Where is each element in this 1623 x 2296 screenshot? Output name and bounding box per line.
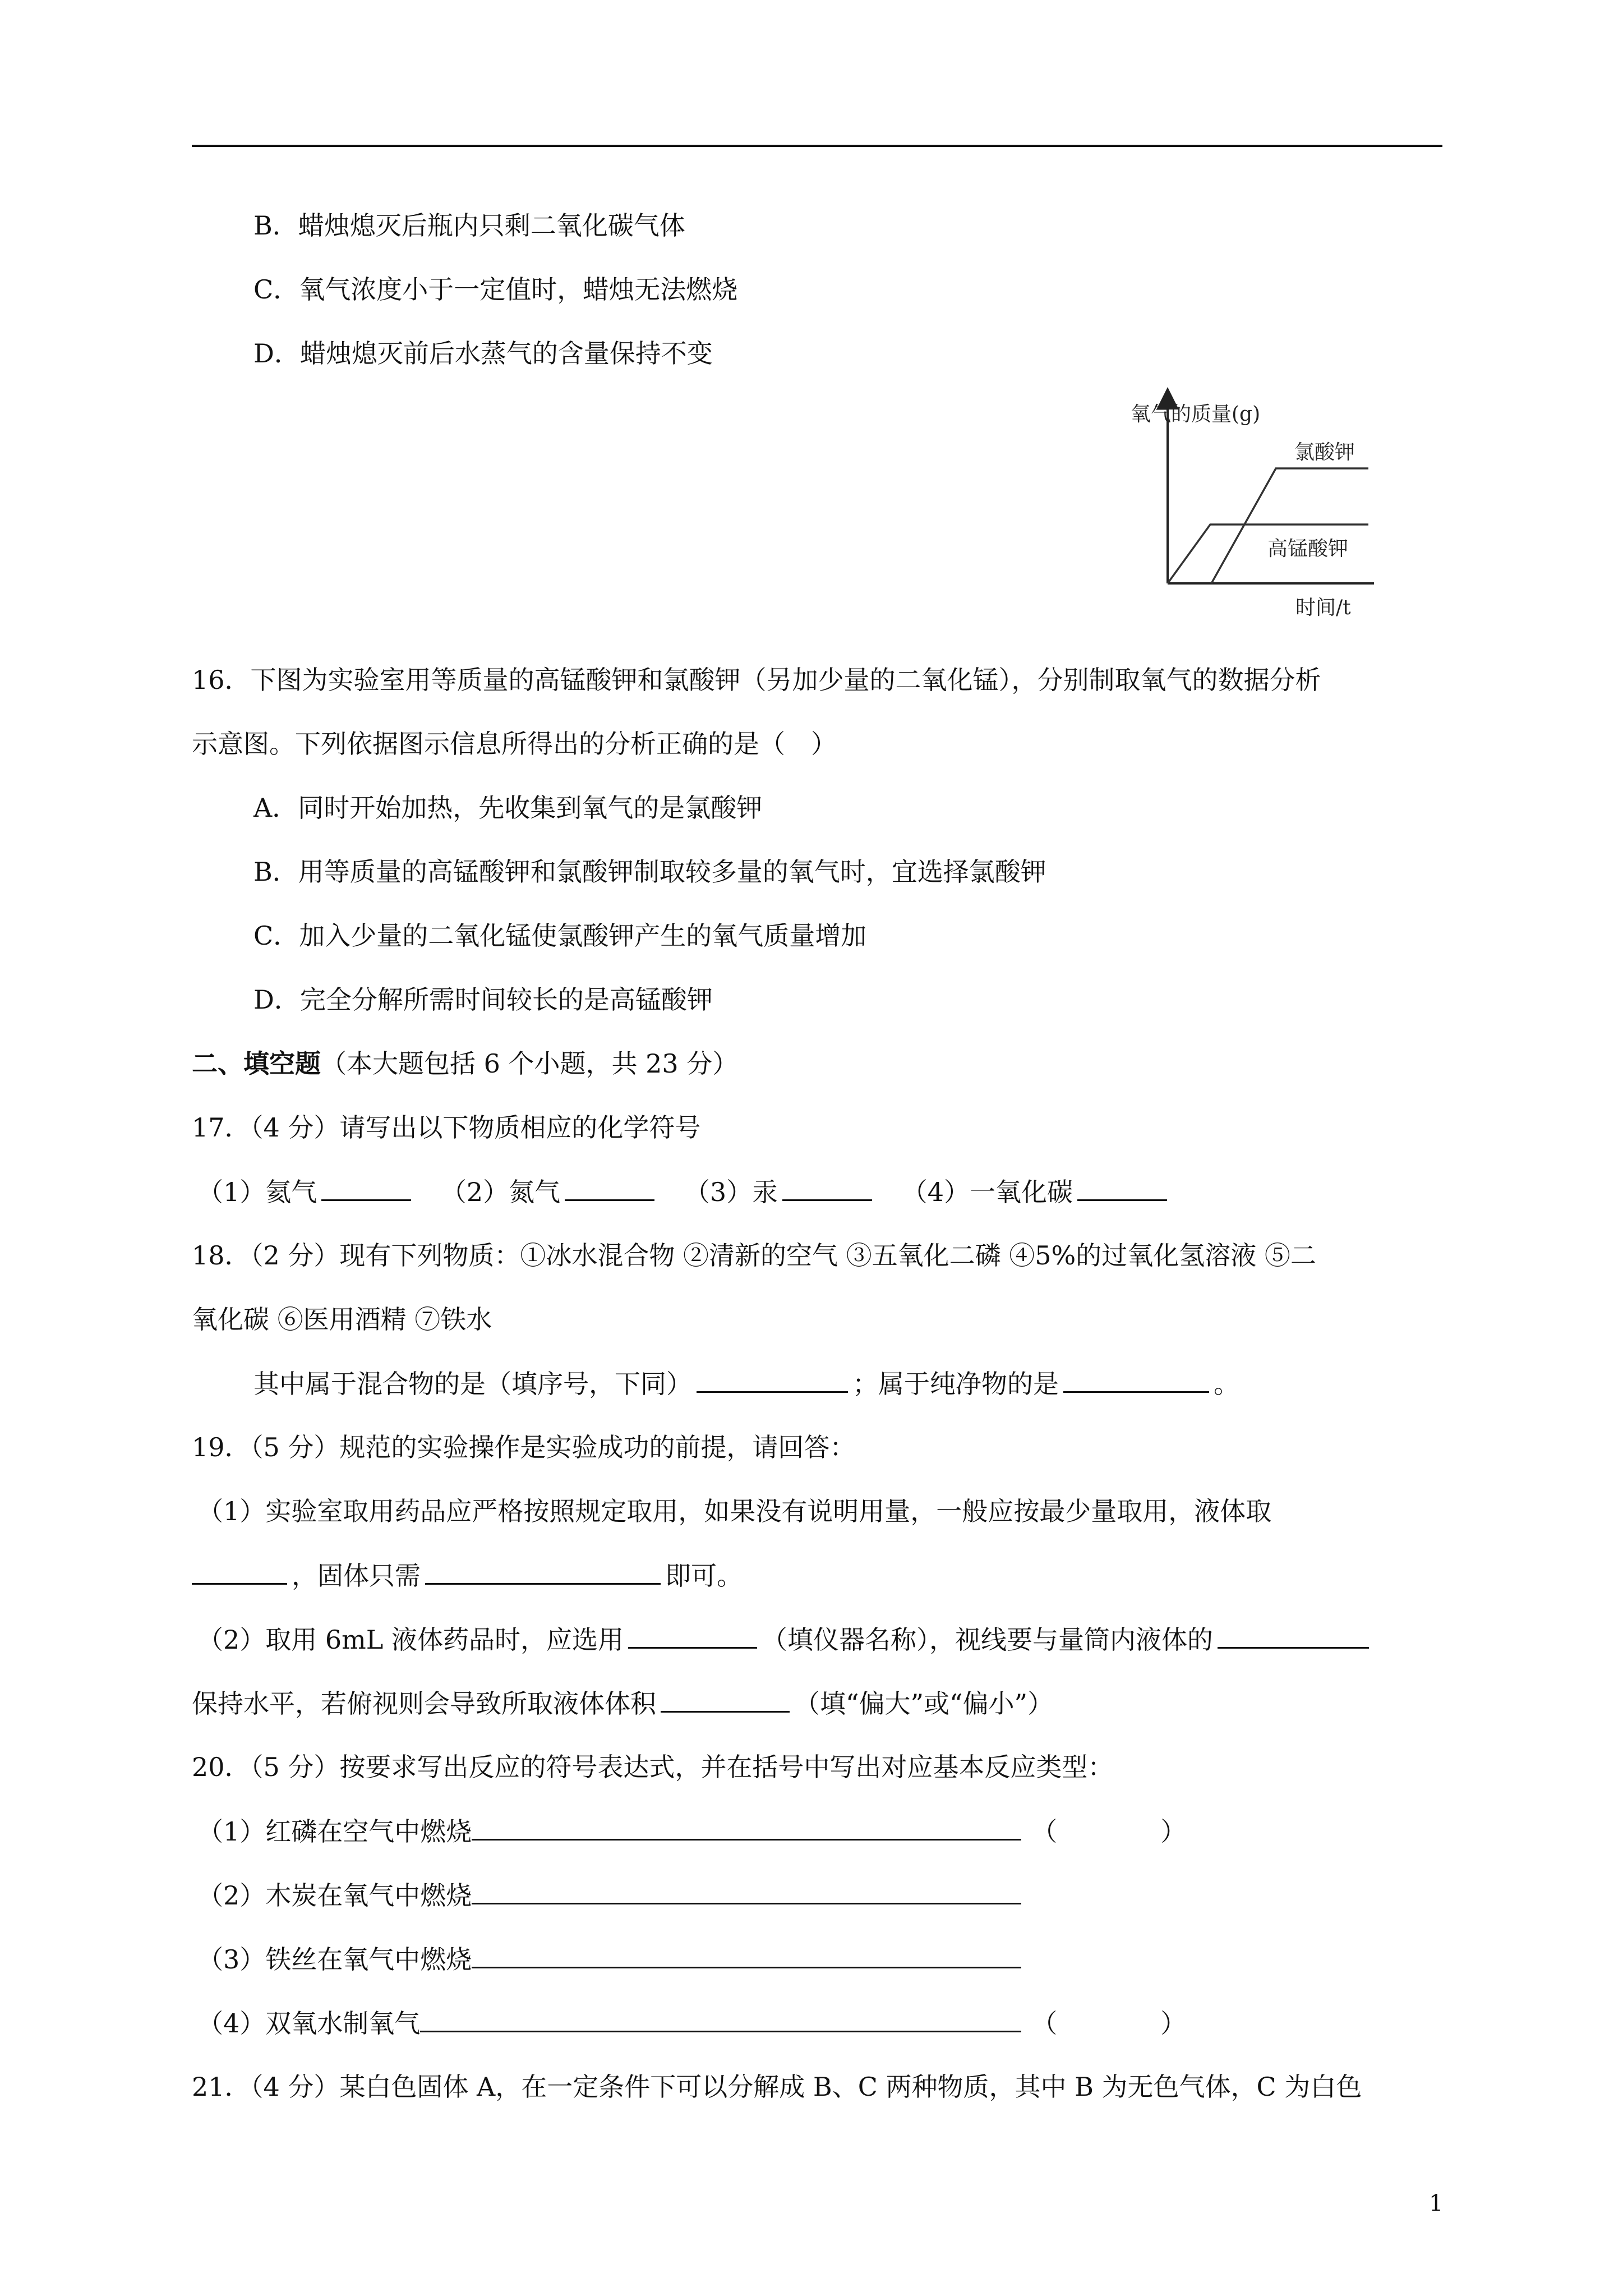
q16-stem-line1: 16．下图为实验室用等质量的高锰酸钾和氯酸钾（另加少量的二氧化锰），分别制取氧气的数据分析 <box>192 665 1321 695</box>
q19-solid-blank[interactable] <box>425 1557 661 1585</box>
q19-part1-line2 <box>192 1557 743 1594</box>
page-number: 1 <box>1429 2191 1444 2216</box>
q20-part4-paren: （ ） <box>1031 2008 1187 2039</box>
kclo3-label: 氯酸钾 <box>1294 441 1355 464</box>
section-heading <box>192 1046 738 1082</box>
q20-stem: 20．（5 分）按要求写出反应的符号表达式，并在括号中写出对应基本反应类型： <box>192 1752 1114 1782</box>
q16-option-b: B．用等质量的高锰酸钾和氯酸钾制取较多量的氧气时，宜选择氯酸钾 <box>253 857 1046 887</box>
q19-part2-line2 <box>192 1685 1053 1722</box>
q17-blank-4[interactable] <box>1077 1174 1167 1201</box>
q16-option-c: C．加入少量的二氧化锰使氯酸钾产生的氧气质量增加 <box>253 921 867 951</box>
q18-pure-blank[interactable] <box>1063 1365 1209 1393</box>
q20-part2-label: （2）木炭在氧气中燃烧 <box>197 1880 472 1911</box>
q15-option-d: D．蜡烛熄灭前后水蒸气的含量保持不变 <box>253 338 713 369</box>
q15-option-c: C．氧气浓度小于一定值时，蜡烛无法燃烧 <box>253 274 738 305</box>
q20-part4 <box>197 2005 1186 2041</box>
q19-stem: 19．（5 分）规范的实验操作是实验成功的前提，请回答： <box>192 1432 856 1462</box>
q18-answer-line <box>253 1365 1239 1402</box>
q18-stem-line2: 氧化碳 ⑥医用酒精 ⑦铁水 <box>192 1304 492 1335</box>
kclo3-curve <box>1211 468 1368 583</box>
q16-stem-line2: 示意图。下列依据图示信息所得出的分析正确的是（ ） <box>192 729 837 759</box>
section-note: （本大题包括 6 个小题，共 23 分） <box>321 1048 739 1079</box>
q19-instrument-blank[interactable] <box>628 1621 757 1649</box>
q18-stem-line1: 18．（2 分）现有下列物质：①冰水混合物 ②清新的空气 ③五氧化二磷 ④5%的过氧化氢溶液 ⑤二 <box>192 1240 1316 1271</box>
q19-volume-hint: （填“偏大”或“偏小”） <box>794 1688 1054 1719</box>
q19-part1-line1: （1）实验室取用药品应严格按照规定取用，如果没有说明用量，一般应按最少量取用，液体取 <box>197 1496 1272 1526</box>
q20-part2 <box>197 1877 1026 1913</box>
q19-part2-line1 <box>197 1621 1373 1658</box>
y-axis-label: 氧气的质量(g) <box>1131 403 1261 426</box>
q19-volume-prompt: 保持水平，若俯视则会导致所取液体体积 <box>192 1688 656 1719</box>
q20-part3-label: （3）铁丝在氧气中燃烧 <box>197 1944 472 1975</box>
q19-sight-blank[interactable] <box>1218 1621 1369 1649</box>
q18-mixture-blank[interactable] <box>697 1365 848 1393</box>
q20-part3-blank[interactable] <box>472 1941 1021 1968</box>
q19-volume-blank[interactable] <box>661 1685 790 1713</box>
q20-part2-blank[interactable] <box>472 1877 1021 1904</box>
q16-option-a: A．同时开始加热，先收集到氧气的是氯酸钾 <box>253 793 763 823</box>
kmno4-label: 高锰酸钾 <box>1267 537 1349 560</box>
q19-part1-end: 即可。 <box>665 1561 743 1591</box>
q20-part1-label: （1）红磷在空气中燃烧 <box>197 1816 472 1847</box>
q15-option-b: B．蜡烛熄灭后瓶内只剩二氧化碳气体 <box>253 210 685 241</box>
q17-blank-1[interactable] <box>321 1174 411 1201</box>
q20-part1 <box>197 1813 1186 1849</box>
q20-part3 <box>197 1941 1026 1977</box>
header-rule <box>192 145 1442 147</box>
q17-part3-label: （3）汞 <box>684 1177 778 1207</box>
q17-part1-label: （1）氦气 <box>197 1177 317 1207</box>
q20-part1-paren: （ ） <box>1031 1816 1187 1847</box>
q17-blank-2[interactable] <box>565 1174 654 1201</box>
q18-end-mark: 。 <box>1214 1369 1239 1399</box>
q20-part4-blank[interactable] <box>420 2005 1021 2032</box>
q19-instrument-prompt: （2）取用 6mL 液体药品时，应选用 <box>197 1625 624 1655</box>
q21-stem-line1: 21．（4 分）某白色固体 A，在一定条件下可以分解成 B、C 两种物质，其中 B 为无色气体，C 为白色 <box>192 2072 1362 2102</box>
q17-part4-label: （4）一氧化碳 <box>901 1177 1073 1207</box>
q17-part2-label: （2）氮气 <box>440 1177 561 1207</box>
q18-mixture-prompt: 其中属于混合物的是（填序号，下同） <box>253 1369 692 1399</box>
q17-stem: 17．（4 分）请写出以下物质相应的化学符号 <box>192 1112 701 1143</box>
section-title: 二、填空题 <box>192 1048 321 1079</box>
q19-liquid-blank[interactable] <box>192 1557 287 1585</box>
q20-part1-blank[interactable] <box>472 1813 1021 1841</box>
q17-blank-3[interactable] <box>782 1174 872 1201</box>
oxygen-mass-graph <box>1127 381 1430 623</box>
q17-parts <box>197 1174 1172 1210</box>
q19-sight-prompt: （填仪器名称），视线要与量筒内液体的 <box>761 1625 1213 1655</box>
q16-option-d: D．完全分解所需时间较长的是高锰酸钾 <box>253 984 713 1015</box>
x-axis-label: 时间/t <box>1295 596 1351 619</box>
q18-pure-prompt: ；属于纯净物的是 <box>852 1369 1059 1399</box>
q20-part4-label: （4）双氧水制氧气 <box>197 2008 421 2039</box>
q19-solid-prompt: ，固体只需 <box>292 1561 421 1591</box>
